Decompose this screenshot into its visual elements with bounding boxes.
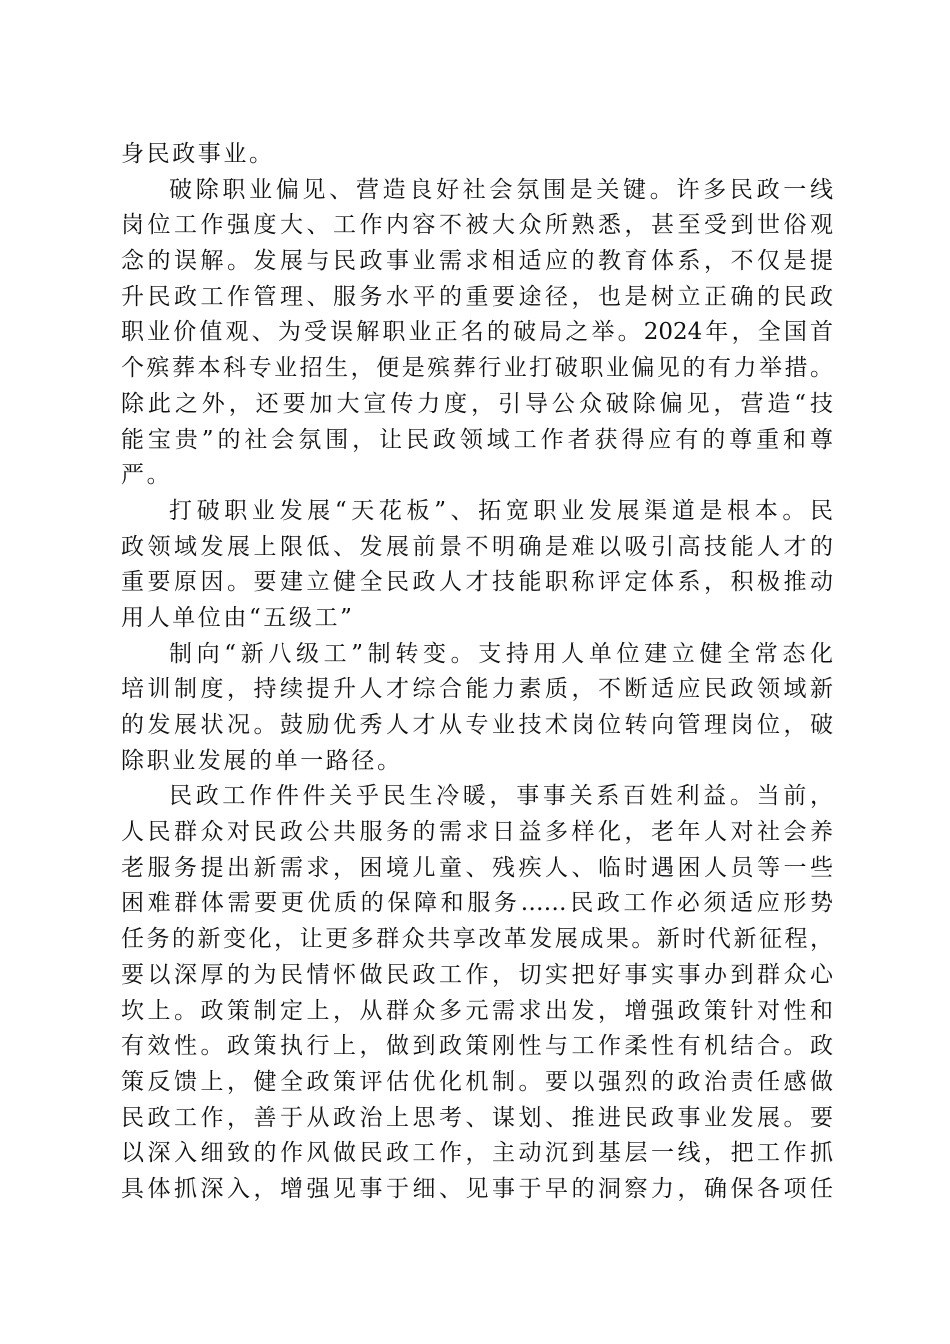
- text-line: 困难群体需要更优质的保障和服务……民政工作必须适应形势: [121, 890, 833, 917]
- text-line: 个殡葬本科专业招生，便是殡葬行业打破职业偏见的有力举措。: [121, 355, 833, 382]
- text-line: 破除职业偏见、营造良好社会氛围是关键。许多民政一线: [169, 176, 833, 203]
- text-line: 人民群众对民政公共服务的需求日益多样化，老年人对社会养: [121, 819, 833, 846]
- text-line: 用人单位由“五级工”: [121, 604, 355, 631]
- text-line: 的发展状况。鼓励优秀人才从专业技术岗位转向管理岗位，破: [121, 712, 833, 738]
- text-line: 除此之外，还要加大宣传力度，引导公众破除偏见，营造“技: [121, 390, 833, 417]
- text-line: 岗位工作强度大、工作内容不被大众所熟悉，甚至受到世俗观: [121, 212, 833, 239]
- text-line: 除职业发展的单一路径。: [121, 747, 403, 774]
- text-line: 任务的新变化，让更多群众共享改革发展成果。新时代新征程，: [121, 926, 833, 953]
- text-line: 身民政事业。: [121, 141, 275, 167]
- body-text: [121, 137, 833, 1208]
- text-line: 制向“新八级工”制转变。支持用人单位建立健全常态化: [169, 640, 833, 667]
- text-line: 老服务提出新需求，困境儿童、残疾人、临时遇困人员等一些: [121, 854, 833, 881]
- text-line: 具体抓深入，增强见事于细、见事于早的洞察力，确保各项任: [121, 1175, 833, 1202]
- text-line: 能宝贵”的社会氛围，让民政领域工作者获得应有的尊重和尊: [121, 426, 833, 453]
- text-line: 升民政工作管理、服务水平的重要途径，也是树立正确的民政: [121, 283, 833, 310]
- text-line: 打破职业发展“天花板”、拓宽职业发展渠道是根本。民: [169, 497, 833, 524]
- text-line: 要以深厚的为民情怀做民政工作，切实把好事实事办到群众心: [121, 961, 833, 988]
- text-line: 以深入细致的作风做民政工作，主动沉到基层一线，把工作抓: [121, 1140, 833, 1167]
- text-line: 策反馈上，健全政策评估优化机制。要以强烈的政治责任感做: [121, 1068, 833, 1095]
- text-line: 民政工作件件关乎民生冷暖，事事关系百姓利益。当前，: [169, 783, 833, 810]
- text-line: 民政工作，善于从政治上思考、谋划、推进民政事业发展。要: [121, 1104, 833, 1131]
- text-line: 重要原因。要建立健全民政人才技能职称评定体系，积极推动: [121, 569, 833, 596]
- text-line: 坎上。政策制定上，从群众多元需求出发，增强政策针对性和: [121, 997, 833, 1024]
- text-line: 念的误解。发展与民政事业需求相适应的教育体系，不仅是提: [121, 248, 833, 275]
- text-line: 政领域发展上限低、发展前景不明确是难以吸引高技能人才的: [121, 533, 833, 560]
- text-line: 严。: [121, 462, 173, 489]
- text-line: 有效性。政策执行上，做到政策刚性与工作柔性有机结合。政: [121, 1033, 833, 1060]
- text-line: 培训制度，持续提升人才综合能力素质，不断适应民政领域新: [121, 676, 833, 703]
- text-line: 职业价值观、为受误解职业正名的破局之举。2024年，全国首: [121, 319, 833, 346]
